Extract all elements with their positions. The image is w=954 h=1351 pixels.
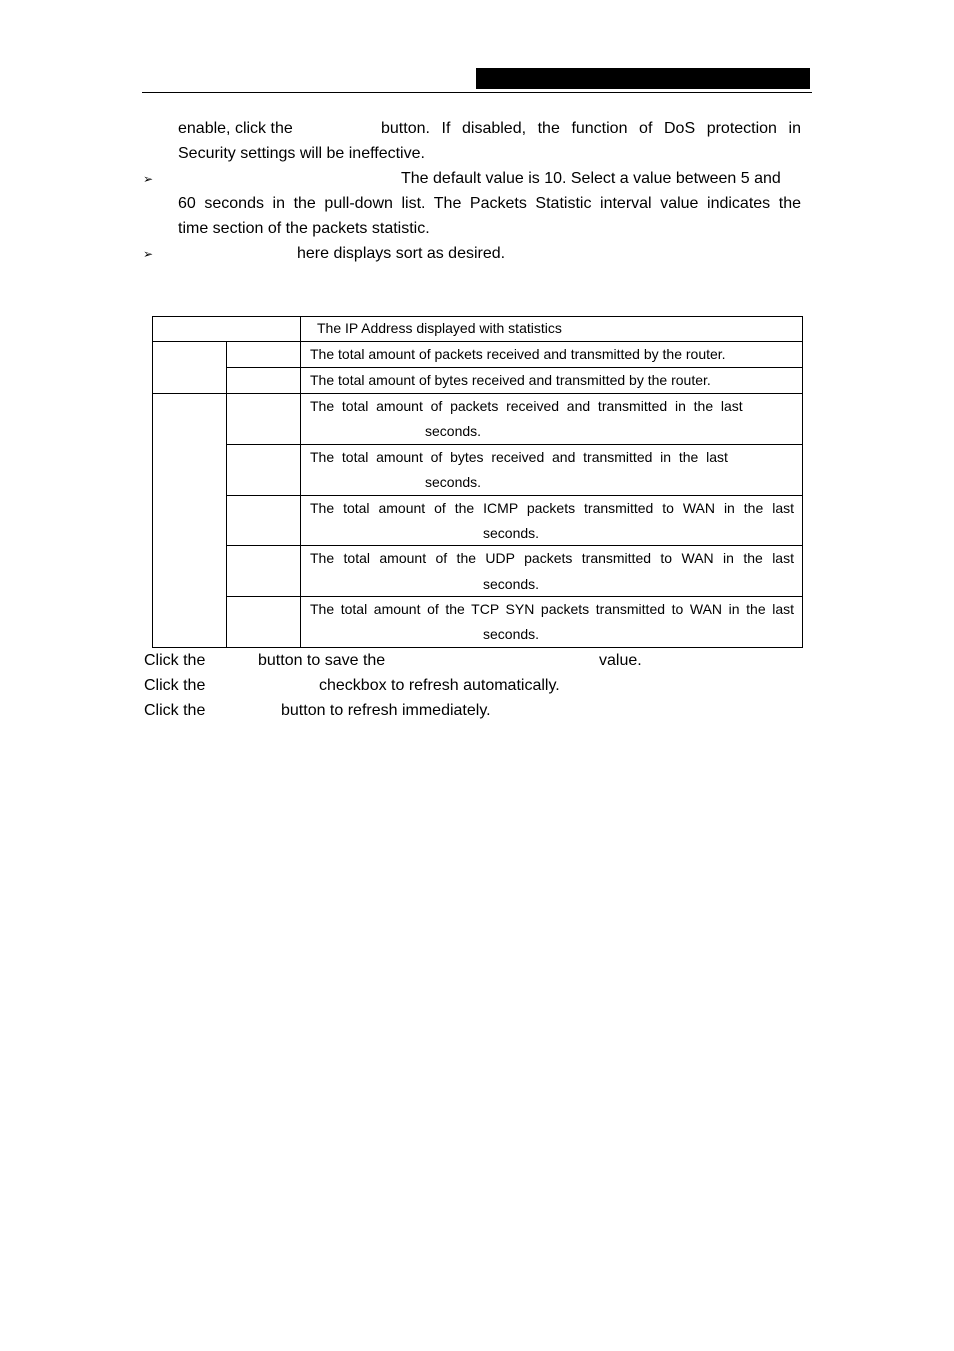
table-group-current xyxy=(152,393,227,648)
auto-refresh-instruction-prefix: Click the xyxy=(144,677,206,694)
bullet-arrow-icon: ➢ xyxy=(143,247,154,261)
table-cell-total-bytes-label xyxy=(226,367,301,394)
table-cell-current-packets-label xyxy=(226,393,301,445)
table-cell-ip-label xyxy=(152,316,301,342)
tcp-syn-description: The total amount of the TCP SYN packets transmitted to WAN in the last xyxy=(310,601,794,617)
ip-description: The IP Address displayed with statistics xyxy=(317,320,562,336)
save-instruction-middle: button to save the xyxy=(258,652,386,669)
icmp-description: The total amount of the ICMP packets transmitted to WAN in the last xyxy=(310,500,794,516)
udp-description: The total amount of the UDP packets transmitted to WAN in the last xyxy=(310,550,794,566)
table-cell-total-packets-label xyxy=(226,341,301,368)
header-bar xyxy=(476,68,810,89)
table-cell-current-bytes-label xyxy=(226,444,301,496)
current-packets-seconds: seconds. xyxy=(425,423,482,439)
table-group-total xyxy=(152,341,227,394)
table-cell-tcp-syn-label xyxy=(226,596,301,648)
current-bytes-description: The total amount of bytes received and transmitted in the last xyxy=(310,449,728,465)
interval-line-2: 60 seconds in the pull-down list. The Packets Statistic interval value indicates the xyxy=(178,195,801,212)
interval-line-3: time section of the packets statistic. xyxy=(178,220,430,237)
save-instruction-prefix: Click the xyxy=(144,652,206,669)
intro-line-2: Security settings will be ineffective. xyxy=(178,145,425,162)
icmp-seconds: seconds. xyxy=(483,525,540,541)
interval-line-1: The default value is 10. Select a value between 5 and xyxy=(401,170,781,187)
current-bytes-seconds: seconds. xyxy=(425,474,482,490)
current-packets-description: The total amount of packets received and transmitted in the last xyxy=(310,398,743,414)
intro-line-1-start: enable, click the xyxy=(178,120,293,137)
table-cell-icmp-label xyxy=(226,495,301,546)
tcp-syn-seconds: seconds. xyxy=(483,626,540,642)
udp-seconds: seconds. xyxy=(483,576,540,592)
table-cell-udp-label xyxy=(226,545,301,597)
refresh-instruction-prefix: Click the xyxy=(144,702,206,719)
total-packets-description: The total amount of packets received and transmitted by the router. xyxy=(310,346,726,362)
save-instruction-suffix: value. xyxy=(599,652,642,669)
total-bytes-description: The total amount of bytes received and transmitted by the router. xyxy=(310,372,711,388)
intro-line-1-end: button. If disabled, the function of DoS protection in xyxy=(381,120,801,137)
sort-text: here displays sort as desired. xyxy=(297,245,506,262)
auto-refresh-instruction-text: checkbox to refresh automatically. xyxy=(319,677,560,694)
header-rule xyxy=(142,92,812,93)
bullet-arrow-icon: ➢ xyxy=(143,172,154,186)
refresh-instruction-text: button to refresh immediately. xyxy=(281,702,491,719)
